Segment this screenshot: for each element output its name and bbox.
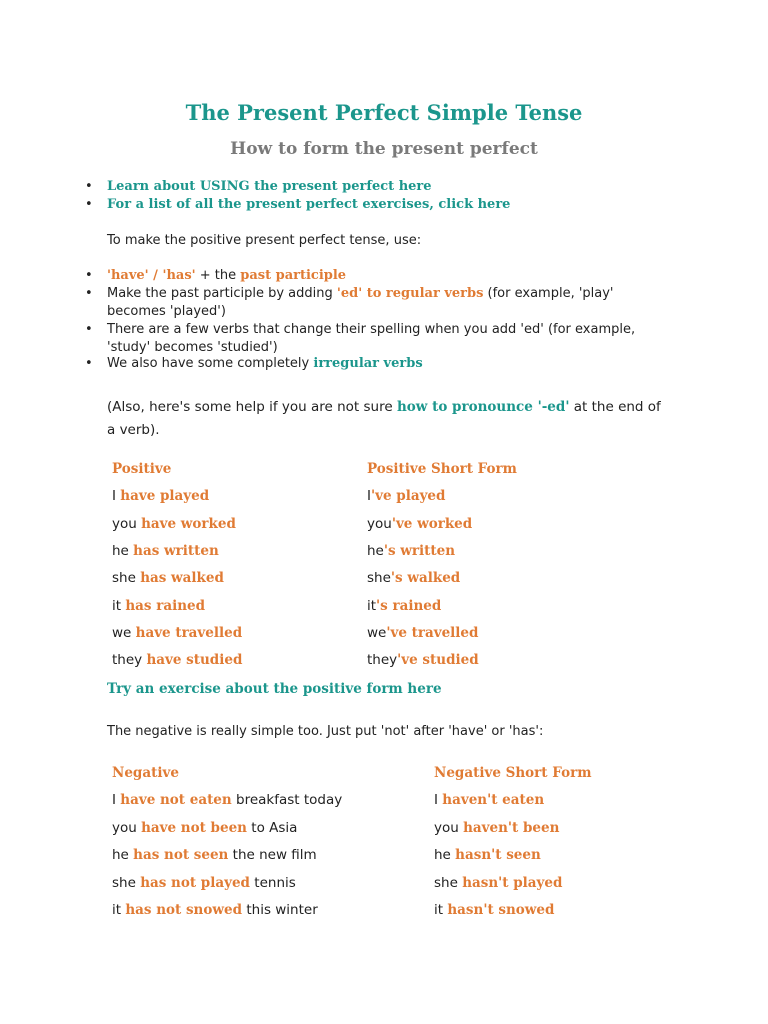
- highlight-text: hasn't snowed: [447, 902, 555, 918]
- text-segment: I: [367, 488, 371, 505]
- pronunciation-note: [107, 396, 667, 442]
- text-segment: (Also, here's some help if you are not sure: [107, 399, 397, 415]
- table-row-short: [367, 625, 478, 641]
- highlight-text: hasn't seen: [455, 847, 541, 864]
- highlight-text: 's rained: [376, 597, 442, 614]
- highlight-text: have worked: [141, 515, 236, 532]
- highlight-text: Negative Short Form: [434, 765, 592, 781]
- text-segment: he: [112, 542, 134, 559]
- highlight-text: 've played: [370, 488, 446, 505]
- text-segment: breakfast today: [231, 792, 343, 809]
- text-segment: We also have some completely: [107, 356, 314, 371]
- text-segment: he: [112, 847, 134, 864]
- text-segment: it: [367, 597, 377, 614]
- highlight-text: has not played: [140, 874, 250, 891]
- text-segment: she: [367, 570, 391, 587]
- highlight-text: has written: [133, 542, 219, 559]
- highlight-text: 's written: [383, 542, 456, 559]
- highlight-text: Positive Short Form: [367, 461, 517, 477]
- table-row: [112, 820, 297, 836]
- inline-link[interactable]: irregular verbs: [313, 356, 423, 371]
- link-exercises-list[interactable]: For a list of all the present perfect exercises, click here: [107, 197, 511, 212]
- text-segment: at the end of a verb).: [107, 399, 661, 438]
- highlight-text: 'have' / 'has': [107, 268, 196, 283]
- table-row: [112, 902, 318, 918]
- page-title: The Present Perfect Simple Tense: [185, 100, 583, 125]
- column-header: [112, 765, 179, 781]
- text-segment: this winter: [242, 902, 318, 918]
- text-segment: you: [112, 515, 142, 532]
- text-segment: it: [434, 902, 448, 918]
- text-segment: she: [112, 874, 141, 891]
- highlight-text: has not snowed: [125, 902, 243, 918]
- table-row: [112, 652, 242, 668]
- bullet: •: [85, 197, 93, 212]
- text-segment: it: [112, 597, 126, 614]
- table-row-short: [367, 543, 455, 559]
- link-using-present-perfect[interactable]: Learn about USING the present perfect here: [107, 179, 432, 194]
- text-segment: the new film: [228, 847, 317, 864]
- highlight-text: have studied: [146, 652, 243, 669]
- bullet: •: [85, 268, 93, 283]
- text-segment: she: [112, 570, 141, 587]
- bullet-item: [107, 321, 647, 357]
- link-positive-exercise[interactable]: Try an exercise about the positive form here: [107, 681, 442, 697]
- table-row-short: [367, 516, 472, 532]
- column-header: [434, 765, 591, 781]
- bullet-item: [107, 267, 647, 285]
- highlight-text: 's walked: [390, 570, 461, 587]
- bullet: •: [85, 179, 93, 194]
- column-header: [112, 461, 171, 477]
- highlight-text: Positive: [112, 461, 172, 477]
- text-segment: tennis: [250, 874, 296, 891]
- bullet: •: [85, 322, 93, 337]
- table-row: [112, 792, 342, 808]
- table-row: [112, 625, 242, 641]
- table-row: [112, 488, 209, 504]
- table-row: [112, 875, 296, 891]
- bullet: •: [85, 286, 93, 301]
- table-row: [112, 847, 317, 863]
- highlight-text: has walked: [140, 570, 224, 587]
- highlight-text: hasn't played: [462, 874, 563, 891]
- highlight-text: haven't been: [463, 819, 560, 836]
- text-segment: (for example, 'play' becomes 'played'): [107, 286, 614, 319]
- text-segment: I: [112, 792, 121, 809]
- text-segment: they: [367, 652, 398, 669]
- text-segment: Make the past participle by adding: [107, 286, 337, 301]
- text-segment: you: [434, 819, 464, 836]
- highlight-text: 've worked: [391, 515, 473, 532]
- table-row-short: [434, 847, 541, 863]
- highlight-text: has not seen: [133, 847, 229, 864]
- table-row: [112, 570, 224, 586]
- table-row-short: [367, 488, 445, 504]
- text-segment: I: [434, 792, 443, 809]
- table-row-short: [367, 652, 479, 668]
- text-segment: you: [112, 819, 142, 836]
- text-segment: There are a few verbs that change their spelling when you add 'ed' (for example, 'study' becomes 'studied'): [107, 322, 636, 355]
- table-row-short: [434, 792, 544, 808]
- table-row-short: [367, 598, 441, 614]
- text-segment: to Asia: [247, 819, 298, 836]
- bullet-item: [107, 355, 647, 373]
- text-segment: you: [367, 515, 392, 532]
- negative-intro: The negative is really simple too. Just put 'not' after 'have' or 'has':: [107, 724, 544, 739]
- bullet-item: [107, 285, 647, 321]
- highlight-text: have not eaten: [120, 792, 232, 809]
- column-header: [367, 461, 517, 477]
- highlight-text: have played: [120, 488, 210, 505]
- highlight-text: has rained: [125, 597, 206, 614]
- table-row: [112, 516, 236, 532]
- table-row-short: [434, 902, 554, 918]
- text-segment: we: [367, 624, 387, 641]
- table-row-short: [434, 820, 559, 836]
- text-segment: it: [112, 902, 126, 918]
- text-segment: I: [112, 488, 121, 505]
- text-segment: + the: [195, 268, 241, 283]
- page-subtitle: How to form the present perfect: [230, 139, 538, 159]
- table-row-short: [367, 570, 460, 586]
- text-segment: we: [112, 624, 136, 641]
- text-segment: she: [434, 874, 463, 891]
- highlight-text: have travelled: [135, 624, 243, 641]
- text-segment: he: [367, 542, 384, 559]
- highlight-text: Negative: [112, 765, 179, 781]
- highlight-text: 'ed' to regular verbs: [336, 286, 484, 301]
- table-row: [112, 598, 205, 614]
- highlight-text: past participle: [240, 268, 347, 283]
- inline-link[interactable]: how to pronounce '-ed': [396, 399, 570, 415]
- text-segment: they: [112, 652, 147, 669]
- highlight-text: 've studied: [397, 652, 479, 669]
- bullet: •: [85, 356, 93, 371]
- highlight-text: haven't eaten: [442, 792, 545, 809]
- highlight-text: 've travelled: [386, 624, 479, 641]
- intro-text: To make the positive present perfect tense, use:: [107, 233, 422, 248]
- text-segment: he: [434, 847, 456, 864]
- highlight-text: have not been: [141, 819, 247, 836]
- table-row: [112, 543, 219, 559]
- table-row-short: [434, 875, 562, 891]
